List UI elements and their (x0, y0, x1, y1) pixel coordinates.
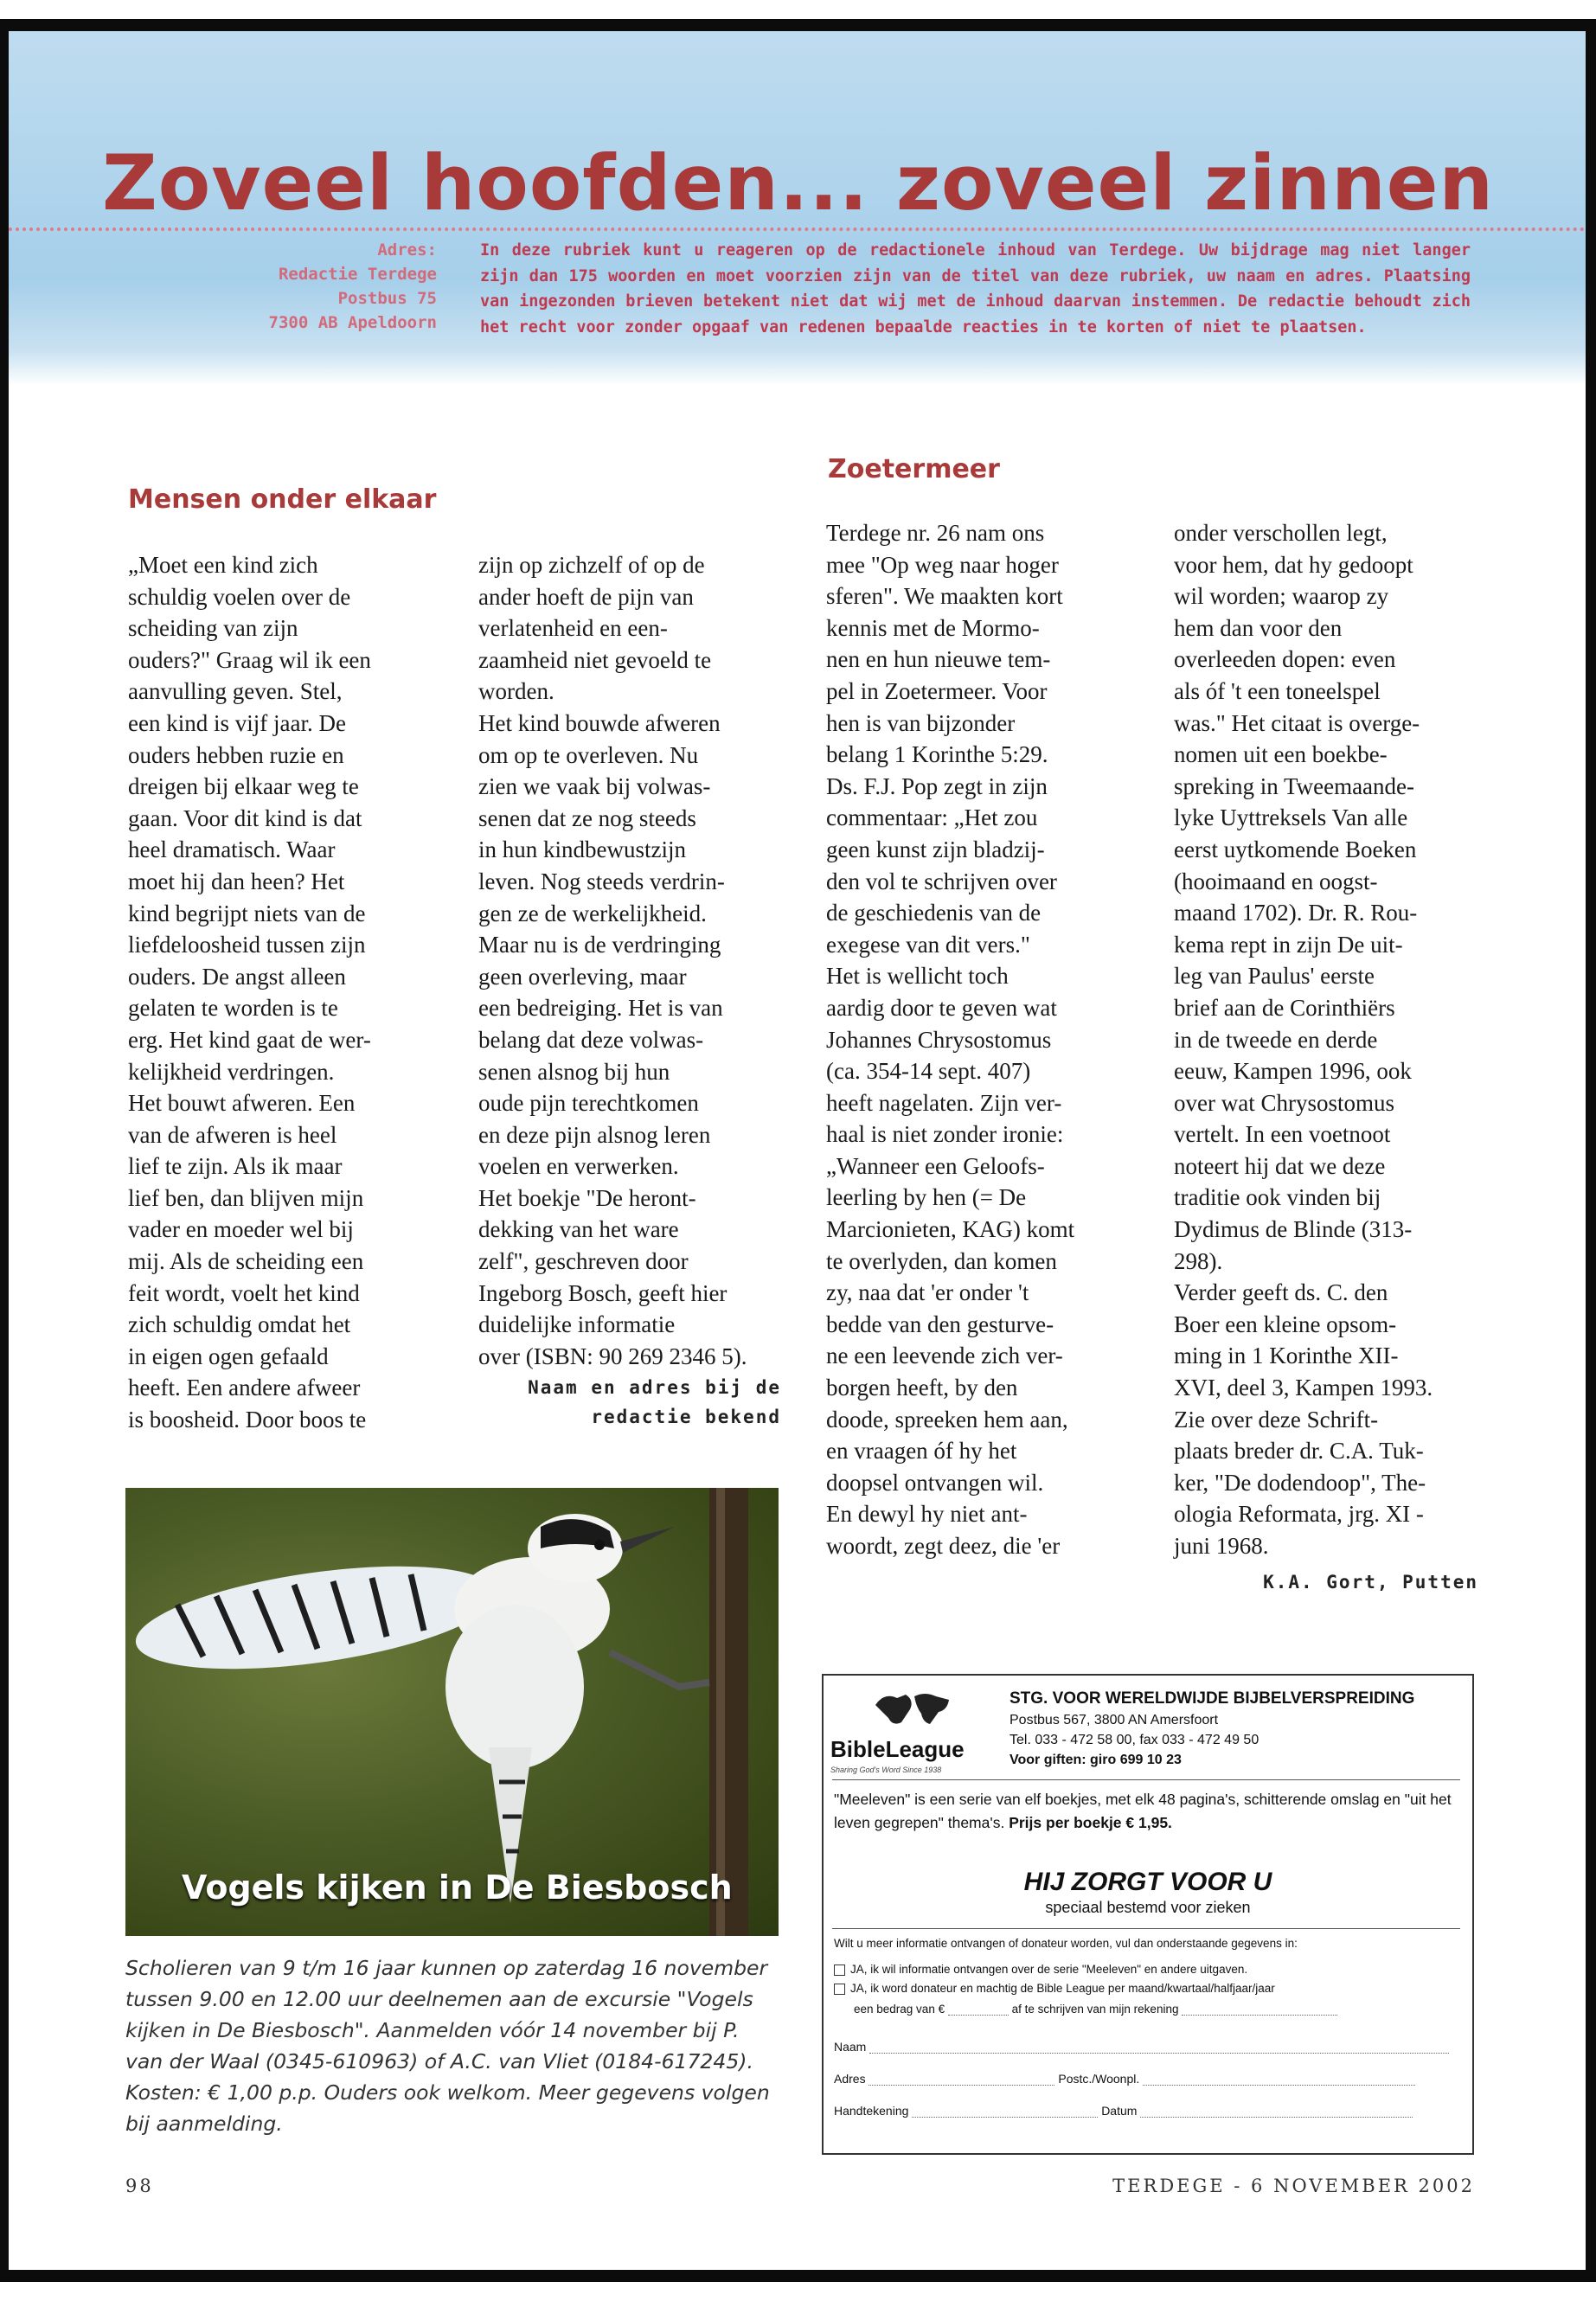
article-line: scheiding van zijn (128, 615, 298, 642)
address-line: Adres: (377, 240, 437, 260)
article-line: maand 1702). Dr. R. Rou- (1174, 900, 1418, 926)
signature-field[interactable] (912, 2103, 1098, 2118)
article-line: ne een leevende zich ver- (826, 1343, 1063, 1369)
article-line: senen dat ze nog steeds (478, 804, 696, 831)
article-line: „Moet een kind zich (128, 552, 318, 578)
article-line: commentaar: „Het zou (826, 804, 1038, 831)
article-line: een bedreiging. Het is van (478, 995, 723, 1022)
article-line: brief aan de Corinthiërs (1174, 994, 1395, 1021)
article-line: exegese van dit vers." (826, 931, 1030, 958)
article-line: moet hij dan heen? Het (128, 868, 345, 894)
article-line: in hun kindbewustzijn (478, 836, 686, 863)
article-line: zien we vaak bij volwas- (478, 773, 711, 800)
article-line: overleeden dopen: even (1174, 646, 1396, 673)
article-column (1174, 517, 1485, 1562)
frame-left (0, 19, 9, 2277)
form-address-row: Adres Postc./Woonpl. (834, 2071, 1461, 2086)
article-line: voelen en verwerken. (478, 1153, 679, 1180)
frame-bottom (0, 2270, 1596, 2282)
article-line: dekking van het ware (478, 1216, 679, 1243)
org-giro: Voor giften: giro 699 10 23 (1010, 1753, 1182, 1767)
article-line: traditie ook vinden bij (1174, 1184, 1381, 1211)
article-line: leven. Nog steeds verdrin- (478, 868, 725, 894)
org-address: Postbus 567, 3800 AN Amersfoort (1010, 1713, 1219, 1727)
ad-description: "Meeleven" is een serie van elf boekjes, met elk 48 pagina's, schitterende omslag en "uit het leven gegrepen" thema's. Prijs per boekje € 1,95. (834, 1791, 1452, 1831)
article-line: is boosheid. Door boos te (128, 1407, 367, 1433)
article-line: zich schuldig omdat het (128, 1311, 351, 1338)
article-line: kelijkheid verdringen. (128, 1058, 335, 1085)
article-line: over wat Chrysostomus (1174, 1089, 1394, 1116)
address-line: Postbus 75 (337, 289, 437, 308)
article-line: in de tweede en derde (1174, 1026, 1378, 1053)
article-line: te overlyden, dan komen (826, 1247, 1057, 1274)
photo-title: Vogels kijken in De Biesbosch (182, 1868, 733, 1907)
article-line: doode, spreeken hem aan, (826, 1406, 1068, 1433)
article-line: heeft. Een andere afweer (128, 1375, 361, 1401)
article-line: liefdeloosheid tussen zijn (128, 932, 366, 958)
page-number: 98 (125, 2176, 154, 2196)
article-line: voor hem, dat hy gedoopt (1174, 551, 1413, 578)
article-line: ker, "De dodendoop", The- (1174, 1469, 1426, 1496)
article-line: spreking in Tweemaande- (1174, 772, 1415, 799)
article-line: ouders?" Graag wil ik een (128, 646, 371, 673)
article-line: Ingeborg Bosch, geeft hier (478, 1279, 727, 1306)
org-name: STG. VOOR WERELDWIJDE BIJBELVERSPREIDING (1010, 1689, 1415, 1708)
article-line: leg van Paulus' eerste (1174, 963, 1375, 990)
article-line: eeuw, Kampen 1996, ook (1174, 1058, 1412, 1085)
article-line: (ca. 354-14 sept. 407) (826, 1058, 1031, 1085)
article-line: lief ben, dan blijven mijn (128, 1184, 364, 1211)
article-line: dreigen bij elkaar weg te (128, 773, 359, 800)
article-line: zaamheid niet gevoeld te (478, 646, 712, 673)
article-line: erg. Het kind gaat de wer- (128, 1026, 371, 1053)
article-line: belang 1 Korinthe 5:29. (826, 741, 1048, 768)
article-line: Het kind bouwde afweren (478, 709, 721, 736)
form-checkbox-info[interactable]: JA, ik wil informatie ontvangen over de serie "Meeleven" en andere uitgaven. (834, 1963, 1247, 1976)
article-line: Marcionieten, KAG) komt (826, 1216, 1075, 1243)
article-line: Het bouwt afweren. Een (128, 1090, 356, 1117)
intro-text: In deze rubriek kunt u reageren op de redactionele inhoud van Terdege. Uw bijdrage mag niet langer zijn dan 175 woorden en moet voorzien zijn van de titel van deze rubriek, uw naam en adres. Plaatsing van ingezonden brieven betekent niet dat wij met de inhoud daarvan instemmen. De redactie behoudt zich het recht voor zonder opgaaf van redenen bepaalde reacties in te korten of niet te plaatsen. (480, 241, 1471, 336)
article-line: zelf", geschreven door (478, 1248, 689, 1275)
world-map-icon (871, 1688, 953, 1733)
article-line: noteert hij dat we deze (1174, 1152, 1386, 1179)
article-line: plaats breder dr. C.A. Tuk- (1174, 1438, 1424, 1465)
name-field[interactable] (869, 2039, 1449, 2054)
article-signature: Naam en adres bij de redactie bekend (528, 1377, 781, 1427)
article-line: Terdege nr. 26 nam ons (826, 520, 1045, 546)
article-line: 298). (1174, 1247, 1223, 1274)
form-checkbox-donor[interactable]: JA, ik word donateur en machtig de Bible League per maand/kwartaal/halfjaar/jaar (834, 1982, 1275, 1995)
form-signature-row: Handtekening Datum (834, 2103, 1461, 2118)
article-line: En dewyl hy niet ant- (826, 1501, 1028, 1528)
address-line: Redactie Terdege (278, 265, 437, 284)
article-line: (hooimaand en oogst- (1174, 868, 1378, 894)
article-line: nen en hun nieuwe tem- (826, 646, 1051, 673)
article-line: sferen". We maakten kort (826, 583, 1063, 610)
article-line: de geschiedenis van de (826, 900, 1042, 926)
article-line: lief te zijn. Als ik maar (128, 1153, 343, 1180)
article-line: onder verschollen legt, (1174, 520, 1388, 546)
publication-footer: TERDEGE - 6 NOVEMBER 2002 (1112, 2176, 1475, 2196)
article-line: geen overleving, maar (478, 963, 687, 990)
article-line: Boer een kleine opsom- (1174, 1311, 1397, 1337)
article-line: belang dat deze volwas- (478, 1026, 704, 1053)
dotted-divider (9, 228, 1586, 231)
article-line: ouders. De angst alleen (128, 963, 346, 990)
article-line: heeft nagelaten. Zijn ver- (826, 1089, 1062, 1116)
article-line: gaan. Voor dit kind is dat (128, 804, 362, 831)
article-line: juni 1968. (1174, 1533, 1269, 1559)
form-amount: een bedrag van € af te schrijven van mijn rekening (854, 2001, 1337, 2016)
article-line: kennis met de Mormo- (826, 614, 1040, 641)
form-name-row: Naam (834, 2039, 1461, 2054)
article-heading: Zoetermeer (828, 454, 1000, 484)
article-line: ologia Reformata, jrg. XI - (1174, 1501, 1424, 1528)
article-line: om op te overleven. Nu (478, 741, 699, 768)
article-line: gelaten te worden is te (128, 995, 338, 1022)
article-line: schuldig voelen over de (128, 583, 351, 610)
article-line: eerst uytkomende Boeken (1174, 836, 1417, 862)
article-line: Dydimus de Blinde (313- (1174, 1216, 1413, 1243)
article-line: zijn op zichzelf of op de (478, 552, 705, 578)
article-line: pel in Zoetermeer. Voor (826, 677, 1048, 704)
article-line: duidelijke informatie (478, 1311, 676, 1338)
address-block (177, 238, 437, 335)
bibleleague-ad (822, 1674, 1474, 2155)
article-line: verlatenheid en een- (478, 615, 668, 642)
photo-caption: Scholieren van 9 t/m 16 jaar kunnen op zaterdag 16 november tussen 9.00 en 12.00 uur deelnemen aan de excursie "Vogels kijken in De Biesbosch". Aanmelden vóór 14 november bij P. van der Waal (0345-610963) of A.C. van Vliet (0184-617245). Kosten: € 1,00 p.p. Ouders ook welkom. Meer gegevens volgen bij aanmelding. (125, 1956, 770, 2136)
article-line: hem dan voor den (1174, 614, 1343, 641)
article-line: woordt, zegt deez, die 'er (826, 1533, 1061, 1559)
article-line: lyke Uyttreksels Van alle (1174, 804, 1408, 831)
article-line: senen alsnog bij hun (478, 1058, 670, 1085)
article-line: haal is niet zonder ironie: (826, 1121, 1064, 1148)
article-line: worden. (478, 678, 554, 705)
frame-top (0, 19, 1596, 31)
article-line: een kind is vijf jaar. De (128, 709, 346, 736)
article-line: „Wanneer een Geloofs- (826, 1152, 1045, 1179)
article-line: ming in 1 Korinthe XII- (1174, 1343, 1399, 1369)
article-line: Maar nu is de verdringing (478, 932, 721, 958)
article-line: ander hoeft de pijn van (478, 583, 694, 610)
checkbox[interactable] (834, 1965, 845, 1976)
address-line: 7300 AB Apeldoorn (268, 313, 437, 332)
article-line: feit wordt, voelt het kind (128, 1279, 360, 1306)
article-line: Het is wellicht toch (826, 963, 1009, 990)
frame-right (1586, 19, 1596, 2277)
page-title: Zoveel hoofden... zoveel zinnen (101, 138, 1495, 228)
logo-tagline: Sharing God's Word Since 1938 (830, 1766, 942, 1774)
bibleleague-logo: BibleLeague (830, 1736, 965, 1762)
article-line: vertelt. In een voetnoot (1174, 1121, 1391, 1148)
article-line: over (ISBN: 90 269 2346 5). (478, 1343, 747, 1369)
article-column (478, 549, 790, 1372)
article-line: heel dramatisch. Waar (128, 836, 336, 863)
article-line: oude pijn terechtkomen (478, 1090, 699, 1117)
article-line: doopsel ontvangen wil. (826, 1469, 1044, 1496)
article-line: mij. Als de scheiding een (128, 1248, 364, 1275)
article-heading: Mensen onder elkaar (128, 484, 437, 515)
article-line: vader en moeder wel bij (128, 1216, 354, 1243)
article-signature: K.A. Gort, Putten (1263, 1572, 1478, 1593)
article-line: Het boekje "De heront- (478, 1184, 696, 1211)
article-line: Zie over deze Schrift- (1174, 1406, 1379, 1433)
article-line: borgen heeft, by den (826, 1375, 1018, 1401)
article-line: gen ze de werkelijkheid. (478, 900, 707, 926)
form-intro: Wilt u meer informatie ontvangen of donateur worden, vul dan onderstaande gegevens in: (834, 1937, 1298, 1950)
article-line: Verder geeft ds. C. den (1174, 1279, 1388, 1306)
article-line: XVI, deel 3, Kampen 1993. (1174, 1375, 1433, 1401)
article-line: ouders hebben ruzie en (128, 741, 344, 768)
account-field[interactable] (1182, 2001, 1337, 2016)
article-column (826, 517, 1138, 1562)
address-field[interactable] (869, 2071, 1054, 2086)
article-line: wil worden; waarop zy (1174, 583, 1389, 610)
article-line: aanvulling geven. Stel, (128, 678, 343, 705)
article-line: kind begrijpt niets van de (128, 900, 366, 926)
article-line: leerling by hen (= De (826, 1184, 1027, 1211)
article-line: als óf 't een toneelspel (1174, 677, 1381, 704)
org-phone: Tel. 033 - 472 58 00, fax 033 - 472 49 50 (1010, 1733, 1259, 1747)
ad-divider (832, 1928, 1460, 1929)
article-column (128, 549, 439, 1436)
article-line: in eigen ogen gefaald (128, 1343, 329, 1369)
article-line: zy, naa dat 'er onder 't (826, 1279, 1029, 1306)
article-line: nomen uit een boekbe- (1174, 741, 1388, 768)
article-line: en vraagen óf hy het (826, 1438, 1017, 1465)
article-line: kema rept in zijn De uit- (1174, 931, 1403, 958)
article-line: en deze pijn alsnog leren (478, 1121, 711, 1148)
article-line: aardig door te geven wat (826, 994, 1057, 1021)
article-line: den vol te schrijven over (826, 868, 1057, 894)
woodpecker-photo (125, 1488, 779, 1936)
article-line: geen kunst zijn bladzij- (826, 836, 1045, 862)
article-line: hen is van bijzonder (826, 709, 1016, 736)
article-line: bedde van den gesturve- (826, 1311, 1054, 1337)
postal-field[interactable] (1143, 2071, 1415, 2086)
article-line: mee "Op weg naar hoger (826, 551, 1059, 578)
date-field[interactable] (1140, 2103, 1413, 2118)
checkbox[interactable] (834, 1984, 845, 1995)
article-line: was." Het citaat is overge- (1174, 709, 1420, 736)
ad-divider (832, 1779, 1460, 1780)
amount-field[interactable] (948, 2001, 1009, 2016)
article-line: van de afweren is heel (128, 1121, 337, 1148)
article-line: Johannes Chrysostomus (826, 1026, 1052, 1053)
ad-slogan-sub: speciaal bestemd voor zieken (1045, 1899, 1251, 1916)
ad-slogan: HIJ ZORGT VOOR U (1023, 1868, 1272, 1896)
article-line: Ds. F.J. Pop zegt in zijn (826, 772, 1048, 799)
